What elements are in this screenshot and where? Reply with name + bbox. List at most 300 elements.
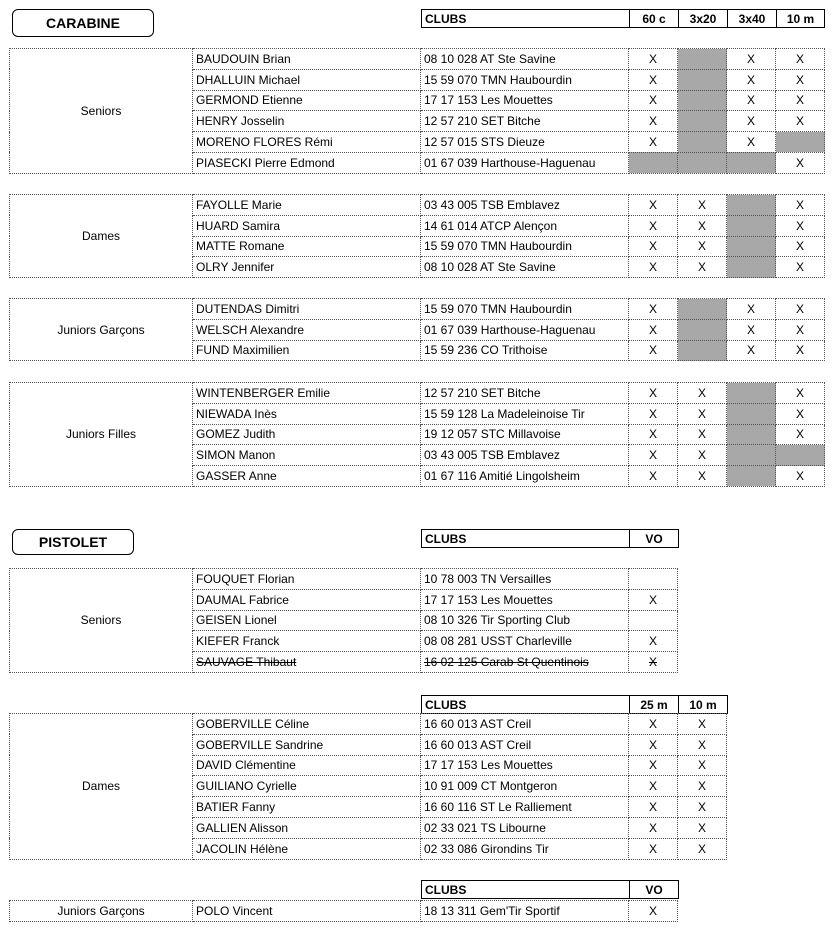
shooter-name: MORENO FLORES Rémi xyxy=(196,135,333,150)
event-mark: X xyxy=(697,779,706,794)
category-label: Juniors Garçons xyxy=(10,299,193,361)
carabine-header xyxy=(421,9,825,28)
club-name: 02 33 021 TS Libourne xyxy=(424,820,546,835)
name-cell xyxy=(193,340,421,361)
shooter-name: DAVID Clémentine xyxy=(196,758,296,773)
event-mark-cell xyxy=(727,111,776,132)
category-group xyxy=(9,900,678,922)
club-cell xyxy=(421,589,629,610)
event-mark-cell xyxy=(727,152,776,173)
shooter-name: KIEFER Franck xyxy=(196,634,280,649)
event-mark-cell xyxy=(776,195,825,216)
event-mark-cell xyxy=(678,838,727,859)
club-cell xyxy=(421,755,629,776)
category-group xyxy=(9,298,825,361)
event-mark-cell xyxy=(727,195,776,216)
event-mark: X xyxy=(795,155,804,170)
shooter-name: GALLIEN Alisson xyxy=(196,820,289,835)
event-mark-cell xyxy=(776,319,825,340)
club-name: 02 33 086 Girondins Tir xyxy=(424,841,549,856)
name-cell xyxy=(193,817,421,838)
event-mark-cell xyxy=(678,236,727,257)
event-mark-cell xyxy=(629,49,678,70)
event-mark: X xyxy=(697,716,706,731)
event-mark-cell xyxy=(629,610,678,631)
event-mark: X xyxy=(795,343,804,358)
event-mark-cell xyxy=(678,215,727,236)
club-name: 01 67 039 Harthouse-Haguenau xyxy=(424,155,596,170)
category-label: Juniors Filles xyxy=(10,383,193,487)
event-mark-cell xyxy=(776,340,825,361)
shooter-name: FUND Maximilien xyxy=(196,343,290,358)
event-mark: X xyxy=(648,260,657,275)
clubs-header: CLUBS xyxy=(422,10,630,28)
table-row xyxy=(10,49,825,70)
name-cell xyxy=(193,776,421,797)
table-row xyxy=(10,569,678,590)
event-mark: X xyxy=(795,469,804,484)
event-mark-cell xyxy=(629,383,678,404)
club-name: 16 60 013 AST Creil xyxy=(424,716,532,731)
shooter-name: GOBERVILLE Céline xyxy=(196,716,310,731)
event-mark: X xyxy=(648,716,657,731)
event-mark: X xyxy=(648,343,657,358)
shooter-name: SIMON Manon xyxy=(196,448,276,463)
club-cell xyxy=(421,424,629,445)
event-mark-cell xyxy=(629,734,678,755)
name-cell xyxy=(193,838,421,859)
table-row xyxy=(10,714,727,735)
event-mark-cell xyxy=(678,152,727,173)
event-mark-cell xyxy=(629,466,678,487)
event-mark: X xyxy=(648,903,657,918)
event-mark-cell xyxy=(678,797,727,818)
event-mark: X xyxy=(795,260,804,275)
event-mark: X xyxy=(697,406,706,421)
club-cell xyxy=(421,111,629,132)
name-cell xyxy=(193,652,421,673)
event-mark: X xyxy=(795,239,804,254)
event-mark-cell xyxy=(776,215,825,236)
name-cell xyxy=(193,236,421,257)
event-mark: X xyxy=(648,239,657,254)
clubs-header: CLUBS xyxy=(422,530,630,548)
event-mark-cell xyxy=(678,445,727,466)
event-mark-cell xyxy=(678,340,727,361)
shooter-name: NIEWADA Inès xyxy=(196,406,277,421)
event-mark: X xyxy=(697,260,706,275)
name-cell xyxy=(193,901,421,922)
club-cell xyxy=(421,776,629,797)
table-row xyxy=(10,383,825,404)
category-label: Dames xyxy=(10,714,193,860)
name-cell xyxy=(193,569,421,590)
shooter-name: GUILIANO Cyrielle xyxy=(196,779,297,794)
event-mark: X xyxy=(648,72,657,87)
event-mark: X xyxy=(746,72,755,87)
event-mark-cell xyxy=(678,111,727,132)
event-mark: X xyxy=(795,322,804,337)
event-mark-cell xyxy=(678,49,727,70)
event-mark: X xyxy=(648,737,657,752)
club-name: 15 59 070 TMN Haubourdin xyxy=(424,239,572,254)
event-mark-cell xyxy=(776,403,825,424)
pistolet-juniors-header xyxy=(421,880,679,899)
name-cell xyxy=(193,589,421,610)
club-cell xyxy=(421,817,629,838)
event-mark: X xyxy=(697,218,706,233)
event-mark: X xyxy=(795,385,804,400)
carabine-title: CARABINE xyxy=(12,9,154,37)
event-mark-cell xyxy=(629,403,678,424)
col-header: 3x40 xyxy=(728,10,777,28)
name-cell xyxy=(193,195,421,216)
event-mark-cell xyxy=(678,132,727,153)
club-cell xyxy=(421,49,629,70)
event-mark: X xyxy=(746,301,755,316)
club-name: 17 17 153 Les Mouettes xyxy=(424,758,553,773)
event-mark-cell xyxy=(678,319,727,340)
event-mark-cell xyxy=(629,838,678,859)
event-mark-cell xyxy=(629,340,678,361)
category-label: Juniors Garçons xyxy=(10,901,193,922)
event-mark-cell xyxy=(629,424,678,445)
club-name: 03 43 005 TSB Emblavez xyxy=(424,448,560,463)
event-mark-cell xyxy=(629,589,678,610)
event-mark: X xyxy=(697,737,706,752)
event-mark-cell xyxy=(678,755,727,776)
shooter-name: FOUQUET Florian xyxy=(196,571,295,586)
club-name: 08 10 028 AT Ste Savine xyxy=(424,51,556,66)
shooter-name: GERMOND Etienne xyxy=(196,93,303,108)
col-header: 60 c xyxy=(630,10,679,28)
event-mark: X xyxy=(648,322,657,337)
event-mark: X xyxy=(648,758,657,773)
event-mark-cell xyxy=(629,215,678,236)
club-name: 16 02 125 Carab St Quentinois xyxy=(424,655,589,670)
event-mark-cell xyxy=(678,817,727,838)
club-name: 19 12 057 STC Millavoise xyxy=(424,427,561,442)
event-mark-cell xyxy=(776,152,825,173)
col-header: 10 m xyxy=(679,696,728,714)
club-name: 10 91 009 CT Montgeron xyxy=(424,779,558,794)
event-mark-cell xyxy=(629,195,678,216)
name-cell xyxy=(193,403,421,424)
event-mark-cell xyxy=(678,734,727,755)
event-mark-cell xyxy=(629,817,678,838)
col-header: 25 m xyxy=(630,696,679,714)
shooter-name: POLO Vincent xyxy=(196,903,273,918)
shooter-name: BAUDOUIN Brian xyxy=(196,51,291,66)
event-mark-cell xyxy=(629,90,678,111)
event-mark-cell xyxy=(727,445,776,466)
name-cell xyxy=(193,714,421,735)
event-mark-cell xyxy=(776,90,825,111)
name-cell xyxy=(193,797,421,818)
event-mark-cell xyxy=(629,776,678,797)
event-mark-cell xyxy=(727,319,776,340)
event-mark-cell xyxy=(678,257,727,278)
event-mark-cell xyxy=(678,195,727,216)
event-mark: X xyxy=(648,301,657,316)
event-mark-cell xyxy=(727,215,776,236)
name-cell xyxy=(193,755,421,776)
club-name: 01 67 116 Amitié Lingolsheim xyxy=(424,469,580,484)
club-name: 15 59 070 TMN Haubourdin xyxy=(424,301,572,316)
club-cell xyxy=(421,445,629,466)
club-name: 17 17 153 Les Mouettes xyxy=(424,93,553,108)
event-mark: X xyxy=(697,800,706,815)
club-cell xyxy=(421,69,629,90)
shooter-name: HUARD Samira xyxy=(196,218,281,233)
club-name: 14 61 014 ATCP Alençon xyxy=(424,218,557,233)
club-cell xyxy=(421,299,629,320)
event-mark-cell xyxy=(629,299,678,320)
event-mark: X xyxy=(648,634,657,649)
event-mark: X xyxy=(746,343,755,358)
category-label: Seniors xyxy=(10,49,193,174)
event-mark-cell xyxy=(629,69,678,90)
club-cell xyxy=(421,714,629,735)
event-mark: X xyxy=(697,239,706,254)
name-cell xyxy=(193,257,421,278)
event-mark: X xyxy=(795,51,804,66)
event-mark-cell xyxy=(678,69,727,90)
club-cell xyxy=(421,195,629,216)
club-cell xyxy=(421,132,629,153)
event-mark: X xyxy=(697,469,706,484)
name-cell xyxy=(193,466,421,487)
event-mark-cell xyxy=(727,69,776,90)
event-mark: X xyxy=(648,779,657,794)
event-mark-cell xyxy=(727,424,776,445)
club-cell xyxy=(421,257,629,278)
club-cell xyxy=(421,610,629,631)
club-cell xyxy=(421,466,629,487)
event-mark-cell xyxy=(776,236,825,257)
event-mark: X xyxy=(648,841,657,856)
club-name: 08 10 028 AT Ste Savine xyxy=(424,260,556,275)
event-mark-cell xyxy=(727,132,776,153)
name-cell xyxy=(193,111,421,132)
name-cell xyxy=(193,152,421,173)
event-mark-cell xyxy=(678,776,727,797)
shooter-name: GOMEZ Judith xyxy=(196,427,276,442)
category-group xyxy=(9,48,825,174)
name-cell xyxy=(193,90,421,111)
event-mark-cell xyxy=(727,257,776,278)
club-cell xyxy=(421,319,629,340)
event-mark: X xyxy=(795,93,804,108)
event-mark-cell xyxy=(678,299,727,320)
club-name: 15 59 070 TMN Haubourdin xyxy=(424,72,572,87)
event-mark-cell xyxy=(629,755,678,776)
event-mark: X xyxy=(648,469,657,484)
event-mark: X xyxy=(648,135,657,150)
event-mark: X xyxy=(795,218,804,233)
club-cell xyxy=(421,340,629,361)
club-cell xyxy=(421,734,629,755)
name-cell xyxy=(193,610,421,631)
category-label: Seniors xyxy=(10,569,193,673)
event-mark-cell xyxy=(776,257,825,278)
event-mark: X xyxy=(746,51,755,66)
club-name: 18 13 311 Gem'Tir Sportif xyxy=(424,903,560,918)
category-label: Dames xyxy=(10,195,193,278)
event-mark: X xyxy=(795,301,804,316)
event-mark-cell xyxy=(629,111,678,132)
event-mark: X xyxy=(746,114,755,129)
event-mark: X xyxy=(746,93,755,108)
club-name: 12 57 210 SET Bitche xyxy=(424,114,541,129)
shooter-name: GASSER Anne xyxy=(196,469,277,484)
event-mark: X xyxy=(648,385,657,400)
name-cell xyxy=(193,215,421,236)
col-header: VO xyxy=(630,530,679,548)
name-cell xyxy=(193,424,421,445)
event-mark-cell xyxy=(678,403,727,424)
shooter-name: HENRY Josselin xyxy=(196,114,285,129)
event-mark: X xyxy=(648,800,657,815)
club-name: 10 78 003 TN Versailles xyxy=(424,571,552,586)
name-cell xyxy=(193,445,421,466)
event-mark-cell xyxy=(776,132,825,153)
event-mark: X xyxy=(697,820,706,835)
club-cell xyxy=(421,236,629,257)
event-mark: X xyxy=(697,758,706,773)
category-group xyxy=(9,713,727,860)
shooter-name: GOBERVILLE Sandrine xyxy=(196,737,324,752)
col-header: VO xyxy=(630,881,679,899)
event-mark: X xyxy=(648,51,657,66)
event-mark-cell xyxy=(678,383,727,404)
name-cell xyxy=(193,319,421,340)
shooter-name: WELSCH Alexandre xyxy=(196,322,305,337)
event-mark-cell xyxy=(629,901,678,922)
name-cell xyxy=(193,299,421,320)
event-mark: X xyxy=(697,427,706,442)
shooter-name: DUTENDAS Dimitri xyxy=(196,301,300,316)
category-group xyxy=(9,568,678,673)
club-name: 15 59 128 La Madeleinoise Tir xyxy=(424,406,585,421)
event-mark-cell xyxy=(776,383,825,404)
event-mark-cell xyxy=(727,340,776,361)
shooter-name: PIASECKI Pierre Edmond xyxy=(196,155,335,170)
event-mark-cell xyxy=(629,257,678,278)
clubs-header: CLUBS xyxy=(422,696,630,714)
pistolet-title: PISTOLET xyxy=(12,529,134,555)
club-cell xyxy=(421,901,629,922)
category-group xyxy=(9,194,825,278)
club-name: 08 10 326 Tir Sporting Club xyxy=(424,613,571,628)
event-mark-cell xyxy=(776,69,825,90)
event-mark: X xyxy=(648,197,657,212)
event-mark: X xyxy=(795,114,804,129)
club-name: 16 60 013 AST Creil xyxy=(424,737,532,752)
club-cell xyxy=(421,569,629,590)
event-mark: X xyxy=(697,841,706,856)
event-mark: X xyxy=(795,406,804,421)
event-mark: X xyxy=(648,406,657,421)
table-row xyxy=(10,195,825,216)
event-mark: X xyxy=(648,820,657,835)
club-name: 16 60 116 ST Le Ralliement xyxy=(424,800,572,815)
name-cell xyxy=(193,734,421,755)
event-mark: X xyxy=(648,93,657,108)
shooter-name: MATTE Romane xyxy=(196,239,285,254)
event-mark-cell xyxy=(776,424,825,445)
event-mark-cell xyxy=(629,152,678,173)
event-mark: X xyxy=(697,385,706,400)
club-name: 12 57 015 STS Dieuze xyxy=(424,135,545,150)
event-mark: X xyxy=(648,655,657,670)
event-mark-cell xyxy=(678,714,727,735)
shooter-name: JACOLIN Hélène xyxy=(196,841,289,856)
pistolet-dames-header xyxy=(421,695,728,714)
event-mark: X xyxy=(648,114,657,129)
name-cell xyxy=(193,631,421,652)
event-mark-cell xyxy=(776,299,825,320)
club-cell xyxy=(421,90,629,111)
event-mark-cell xyxy=(678,466,727,487)
shooter-name: SAUVAGE Thibaut xyxy=(196,655,297,670)
club-name: 12 57 210 SET Bitche xyxy=(424,385,541,400)
name-cell xyxy=(193,49,421,70)
shooter-name: DHALLUIN Michael xyxy=(196,72,301,87)
event-mark: X xyxy=(697,197,706,212)
event-mark-cell xyxy=(727,90,776,111)
event-mark-cell xyxy=(629,569,678,590)
event-mark: X xyxy=(746,135,755,150)
event-mark-cell xyxy=(727,383,776,404)
club-name: 08 08 281 USST Charleville xyxy=(424,634,572,649)
shooter-name: BATIER Fanny xyxy=(196,800,276,815)
event-mark-cell xyxy=(629,714,678,735)
event-mark: X xyxy=(795,197,804,212)
event-mark-cell xyxy=(776,445,825,466)
club-cell xyxy=(421,383,629,404)
event-mark-cell xyxy=(776,466,825,487)
event-mark: X xyxy=(648,427,657,442)
event-mark: X xyxy=(648,218,657,233)
event-mark-cell xyxy=(678,90,727,111)
event-mark-cell xyxy=(629,631,678,652)
event-mark: X xyxy=(795,72,804,87)
table-row xyxy=(10,299,825,320)
event-mark-cell xyxy=(678,424,727,445)
event-mark-cell xyxy=(727,299,776,320)
shooter-name: DAUMAL Fabrice xyxy=(196,592,289,607)
shooter-name: WINTENBERGER Emilie xyxy=(196,385,331,400)
name-cell xyxy=(193,69,421,90)
shooter-name: OLRY Jennifer xyxy=(196,260,275,275)
shooter-name: FAYOLLE Marie xyxy=(196,197,282,212)
club-cell xyxy=(421,215,629,236)
club-cell xyxy=(421,838,629,859)
event-mark-cell xyxy=(629,319,678,340)
event-mark-cell xyxy=(629,236,678,257)
club-cell xyxy=(421,152,629,173)
event-mark: X xyxy=(746,322,755,337)
event-mark-cell xyxy=(629,132,678,153)
event-mark-cell xyxy=(629,797,678,818)
event-mark: X xyxy=(697,448,706,463)
event-mark-cell xyxy=(727,236,776,257)
shooter-name: GEISEN Lionel xyxy=(196,613,277,628)
club-name: 03 43 005 TSB Emblavez xyxy=(424,197,560,212)
event-mark-cell xyxy=(727,403,776,424)
table-row xyxy=(10,901,678,922)
